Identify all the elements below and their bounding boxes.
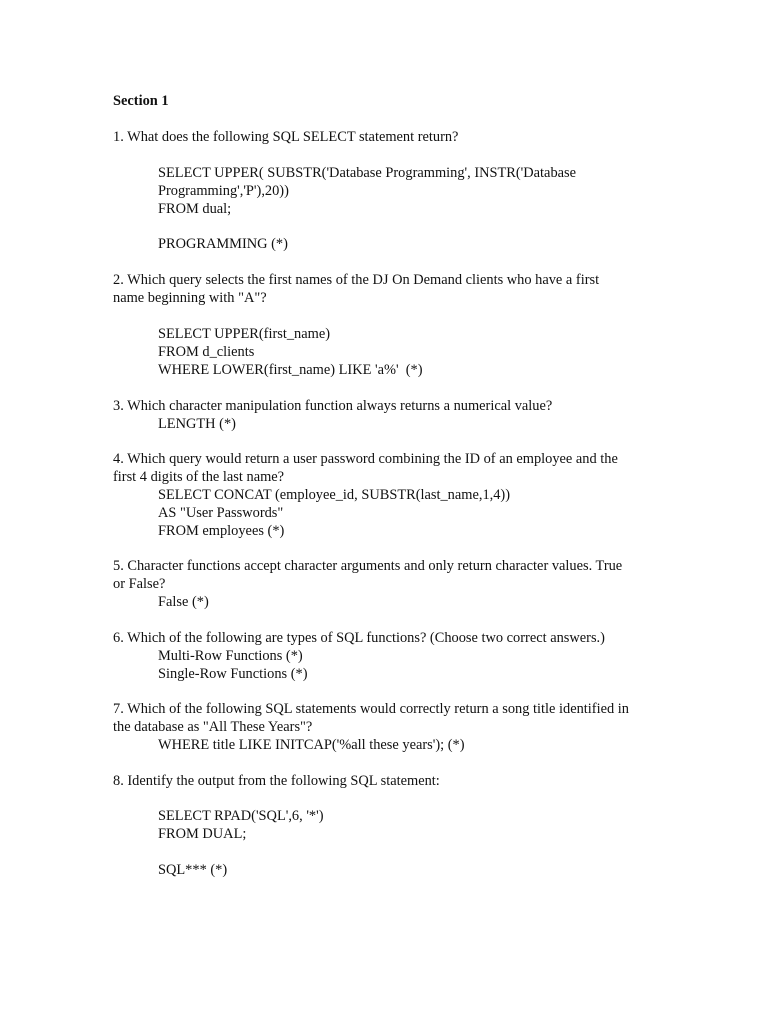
question-3: 3. Which character manipulation function always returns a numerical value? bbox=[113, 398, 553, 414]
q4-answer-line-2: AS "User Passwords" bbox=[158, 505, 284, 521]
q8-answer: SQL*** (*) bbox=[158, 862, 228, 878]
q8-code-line-1: SELECT RPAD('SQL',6, '*') bbox=[158, 808, 324, 824]
q5-answer: False (*) bbox=[158, 594, 209, 610]
q1-code-line-3: FROM dual; bbox=[158, 201, 232, 217]
q6-answer-line-2: Single-Row Functions (*) bbox=[158, 666, 308, 682]
q8-code-line-2: FROM DUAL; bbox=[158, 826, 247, 842]
question-4-line-1: 4. Which query would return a user password combining the ID of an employee and the bbox=[113, 451, 618, 467]
section-title: Section 1 bbox=[113, 93, 169, 109]
q1-code-line-2: Programming','P'),20)) bbox=[158, 183, 289, 199]
question-2-line-1: 2. Which query selects the first names of the DJ On Demand clients who have a first bbox=[113, 272, 600, 288]
q2-answer-line-2: FROM d_clients bbox=[158, 344, 255, 360]
q2-answer-line-1: SELECT UPPER(first_name) bbox=[158, 326, 331, 342]
question-4-line-2: first 4 digits of the last name? bbox=[113, 469, 285, 485]
q1-code-line-1: SELECT UPPER( SUBSTR('Database Programming', INSTR('Database bbox=[158, 165, 577, 181]
q1-answer: PROGRAMMING (*) bbox=[158, 236, 288, 252]
q7-answer: WHERE title LIKE INITCAP('%all these years'); (*) bbox=[158, 737, 465, 753]
q6-answer-line-1: Multi-Row Functions (*) bbox=[158, 648, 303, 664]
q3-answer: LENGTH (*) bbox=[158, 416, 236, 432]
question-6: 6. Which of the following are types of SQL functions? (Choose two correct answers.) bbox=[113, 630, 605, 646]
q4-answer-line-1: SELECT CONCAT (employee_id, SUBSTR(last_name,1,4)) bbox=[158, 487, 511, 503]
question-2-line-2: name beginning with "A"? bbox=[113, 290, 267, 306]
question-7-line-1: 7. Which of the following SQL statements would correctly return a song title identified in bbox=[113, 701, 629, 717]
q2-answer-line-3: WHERE LOWER(first_name) LIKE 'a%' (*) bbox=[158, 362, 423, 378]
q4-answer-line-3: FROM employees (*) bbox=[158, 523, 285, 539]
question-7-line-2: the database as "All These Years"? bbox=[113, 719, 313, 735]
question-8: 8. Identify the output from the following SQL statement: bbox=[113, 773, 440, 789]
question-5-line-2: or False? bbox=[113, 576, 166, 592]
question-1: 1. What does the following SQL SELECT statement return? bbox=[113, 129, 459, 145]
question-5-line-1: 5. Character functions accept character arguments and only return character values. True bbox=[113, 558, 623, 574]
